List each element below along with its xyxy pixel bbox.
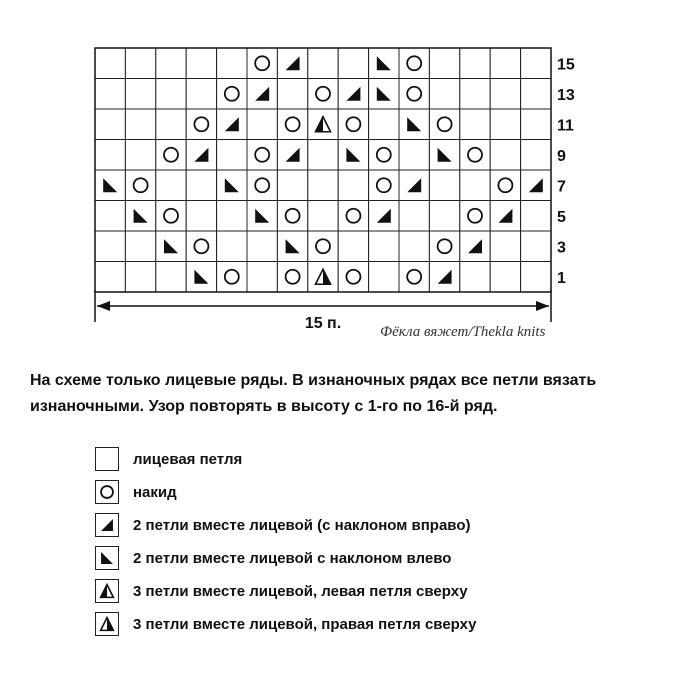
legend-symbol-box bbox=[95, 480, 119, 504]
chart-cell bbox=[95, 231, 125, 262]
chart-cell bbox=[369, 231, 399, 262]
chart-cell bbox=[217, 48, 247, 79]
chart-cell bbox=[369, 170, 399, 201]
k2tog-right-symbol bbox=[101, 519, 113, 531]
chart-cell bbox=[460, 109, 490, 140]
chart-cell bbox=[490, 48, 520, 79]
legend-symbol-box bbox=[95, 447, 119, 471]
k2tog-left-symbol bbox=[101, 552, 113, 564]
chart-cell bbox=[156, 48, 186, 79]
chart-cell bbox=[460, 140, 490, 171]
chart-cell bbox=[490, 262, 520, 293]
chart-cell bbox=[521, 79, 551, 110]
chart-cell bbox=[125, 109, 155, 140]
chart-cell bbox=[156, 140, 186, 171]
instruction-note bbox=[30, 368, 670, 420]
chart-cell bbox=[490, 79, 520, 110]
chart-cell bbox=[217, 231, 247, 262]
chart-cell bbox=[308, 79, 338, 110]
chart-cell bbox=[247, 48, 277, 79]
chart-cell bbox=[186, 170, 216, 201]
chart-cell bbox=[217, 262, 247, 293]
chart-cell bbox=[521, 262, 551, 293]
row-number: 11 bbox=[557, 117, 574, 135]
chart-cell bbox=[338, 140, 368, 171]
chart-cell bbox=[338, 262, 368, 293]
chart-cell bbox=[125, 140, 155, 171]
legend-label: накид bbox=[133, 483, 177, 501]
chart-cell bbox=[95, 140, 125, 171]
chart-cell bbox=[369, 262, 399, 293]
chart-cell bbox=[125, 231, 155, 262]
legend-label: лицевая петля bbox=[133, 450, 243, 468]
row-number: 3 bbox=[557, 239, 566, 257]
chart-cell bbox=[95, 109, 125, 140]
chart-cell bbox=[125, 79, 155, 110]
chart-cell bbox=[338, 109, 368, 140]
chart-cell bbox=[338, 201, 368, 232]
chart-cell bbox=[156, 79, 186, 110]
legend-item bbox=[95, 446, 242, 472]
chart-cell bbox=[125, 48, 155, 79]
chart-cell bbox=[308, 140, 338, 171]
chart-cell bbox=[399, 79, 429, 110]
chart-cell bbox=[186, 79, 216, 110]
note-line-2: изнаночными. Узор повторять в высоту с 1-го по 16-й ряд. bbox=[30, 398, 498, 415]
chart-cell bbox=[429, 170, 459, 201]
chart-cell bbox=[399, 262, 429, 293]
chart-cell bbox=[217, 201, 247, 232]
chart-cell bbox=[217, 79, 247, 110]
chart-cell bbox=[490, 231, 520, 262]
chart-cell bbox=[277, 262, 307, 293]
chart-cell bbox=[186, 201, 216, 232]
dimension-arrow-right bbox=[536, 301, 549, 311]
chart-cell bbox=[186, 48, 216, 79]
legend-item bbox=[95, 545, 451, 571]
chart-cell bbox=[399, 140, 429, 171]
chart-cell bbox=[217, 140, 247, 171]
chart-cell bbox=[125, 170, 155, 201]
legend-label: 3 петли вместе лицевой, правая петля сверху bbox=[133, 615, 477, 633]
chart-cell bbox=[490, 109, 520, 140]
row-number: 13 bbox=[557, 86, 575, 104]
chart-cell bbox=[156, 262, 186, 293]
chart-cell bbox=[521, 140, 551, 171]
chart-cell bbox=[156, 170, 186, 201]
legend-item bbox=[95, 611, 477, 637]
legend-label: 2 петли вместе лицевой с наклоном влево bbox=[133, 549, 452, 567]
chart-cell bbox=[429, 79, 459, 110]
chart-cell bbox=[277, 201, 307, 232]
chart-cell bbox=[247, 170, 277, 201]
row-number: 9 bbox=[557, 147, 566, 165]
chart-cell bbox=[277, 170, 307, 201]
chart-cell bbox=[95, 201, 125, 232]
chart-cell bbox=[156, 109, 186, 140]
chart-cell bbox=[521, 109, 551, 140]
legend-label: 3 петли вместе лицевой, левая петля сверху bbox=[133, 582, 468, 600]
chart-cell bbox=[460, 48, 490, 79]
chart-cell bbox=[521, 201, 551, 232]
chart-cell bbox=[247, 109, 277, 140]
chart-cell bbox=[156, 201, 186, 232]
chart-cell bbox=[369, 140, 399, 171]
chart-cell bbox=[277, 140, 307, 171]
k3tog-right-top-symbol bbox=[101, 618, 114, 631]
chart-cell bbox=[429, 262, 459, 293]
chart-cell bbox=[399, 231, 429, 262]
chart-cell bbox=[521, 231, 551, 262]
legend-symbol-box bbox=[95, 612, 119, 636]
chart-cell bbox=[277, 109, 307, 140]
chart-cell bbox=[308, 231, 338, 262]
chart-cell bbox=[429, 109, 459, 140]
chart-cell bbox=[460, 201, 490, 232]
chart-cell bbox=[460, 170, 490, 201]
chart-cell bbox=[277, 79, 307, 110]
chart-cell bbox=[429, 48, 459, 79]
chart-cell bbox=[490, 170, 520, 201]
chart-cell bbox=[247, 140, 277, 171]
chart-cell bbox=[338, 170, 368, 201]
chart-cell bbox=[429, 231, 459, 262]
dimension-arrow-left bbox=[97, 301, 110, 311]
row-number: 7 bbox=[557, 178, 566, 196]
chart-cell bbox=[369, 109, 399, 140]
chart-cell bbox=[338, 231, 368, 262]
legend-item bbox=[95, 512, 470, 538]
chart-cell bbox=[247, 262, 277, 293]
row-numbers bbox=[557, 56, 575, 287]
chart-cell bbox=[95, 262, 125, 293]
chart-cell bbox=[460, 79, 490, 110]
chart-cell bbox=[338, 48, 368, 79]
chart-cell bbox=[95, 79, 125, 110]
chart-cell bbox=[399, 48, 429, 79]
row-number: 15 bbox=[557, 56, 575, 74]
chart-cell bbox=[308, 201, 338, 232]
chart-cell bbox=[429, 201, 459, 232]
chart-cell bbox=[460, 262, 490, 293]
yarn-over-symbol bbox=[101, 486, 113, 498]
chart-cell bbox=[399, 201, 429, 232]
legend-symbol-box bbox=[95, 579, 119, 603]
legend-item bbox=[95, 578, 468, 604]
row-number: 1 bbox=[557, 269, 566, 287]
note-line-1: На схеме только лицевые ряды. В изнаночных рядах все петли вязать bbox=[30, 372, 597, 389]
chart-cell bbox=[125, 262, 155, 293]
chart-cell bbox=[186, 109, 216, 140]
chart-cell bbox=[95, 48, 125, 79]
legend-label: 2 петли вместе лицевой (с наклоном вправо) bbox=[133, 516, 471, 534]
chart-cell bbox=[247, 201, 277, 232]
chart-cell bbox=[308, 48, 338, 79]
chart-cell bbox=[186, 231, 216, 262]
chart-grid bbox=[95, 48, 551, 292]
k3tog-left-top-symbol bbox=[101, 585, 114, 598]
chart-cell bbox=[490, 140, 520, 171]
chart-cell bbox=[277, 48, 307, 79]
legend-symbol-box bbox=[95, 546, 119, 570]
chart-cell bbox=[247, 231, 277, 262]
width-label: 15 п. bbox=[304, 315, 342, 332]
chart-cell bbox=[308, 170, 338, 201]
legend-symbol-box bbox=[95, 513, 119, 537]
author-signature: Фёкла вяжет/Thekla knits bbox=[380, 324, 546, 340]
row-number: 5 bbox=[557, 208, 566, 226]
legend-item bbox=[95, 479, 177, 505]
chart-cell bbox=[521, 48, 551, 79]
